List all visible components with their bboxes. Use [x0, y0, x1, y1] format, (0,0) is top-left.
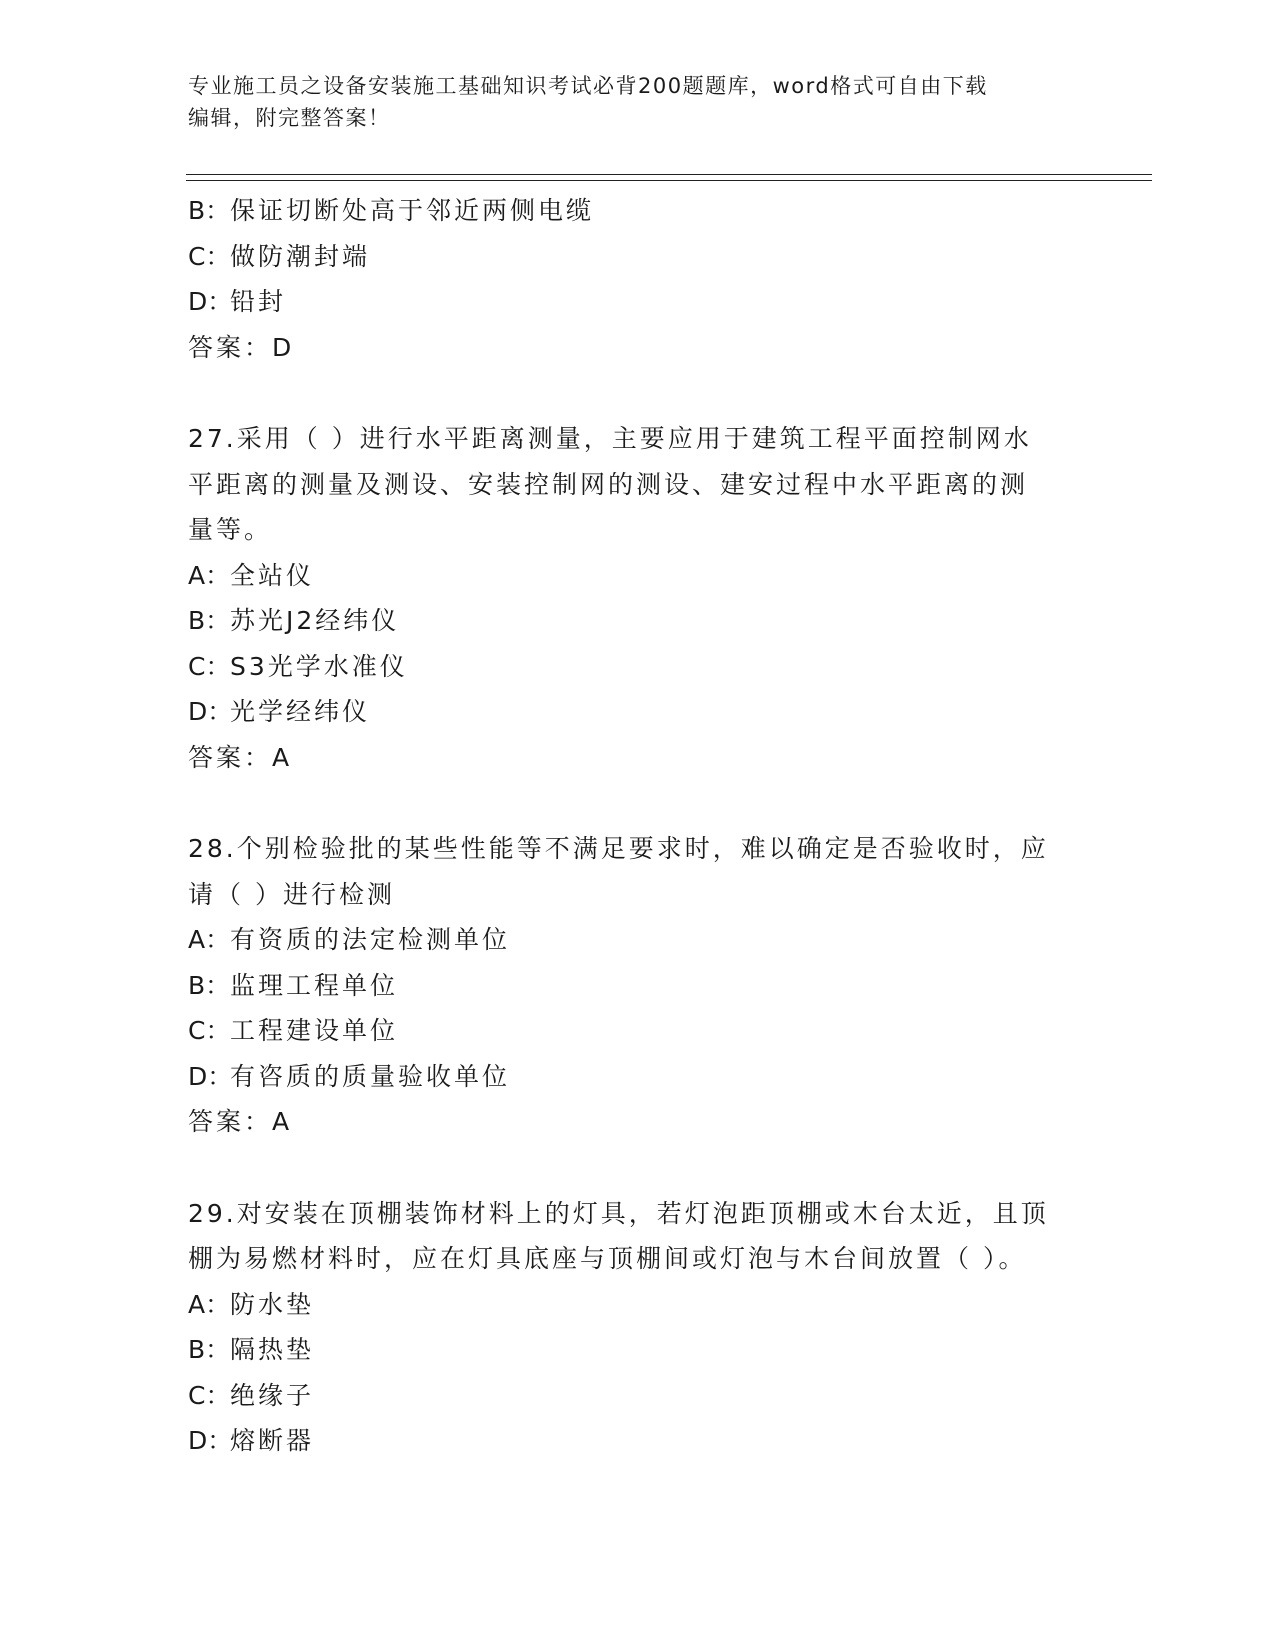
- answer: 答案：A: [188, 742, 293, 772]
- option-a: A：防水垫: [188, 1289, 315, 1319]
- header-line-1: 专业施工员之设备安装施工基础知识考试必背200题题库，word格式可自由下载: [188, 74, 988, 98]
- option-d: D：熔断器: [188, 1426, 315, 1455]
- spacer: [188, 780, 1088, 826]
- answer: 答案：D: [188, 332, 295, 362]
- document-header: [188, 70, 1088, 134]
- question-text-line: 27.采用（ ）进行水平距离测量，主要应用于建筑工程平面控制网水: [188, 424, 1032, 453]
- question-text-line: 29.对安装在顶棚装饰材料上的灯具，若灯泡距顶棚或木台太近，且顶: [188, 1198, 1049, 1228]
- option-c: C：做防潮封端: [188, 241, 371, 271]
- header-divider-top: [186, 174, 1152, 175]
- option-b: B：隔热垫: [188, 1335, 315, 1364]
- question-27: [188, 416, 1088, 780]
- option-c: C：S3光学水准仪: [188, 651, 408, 681]
- question-text-line: 请（ ）进行检测: [188, 879, 395, 909]
- option-b: B：保证切断处高于邻近两侧电缆: [188, 196, 595, 225]
- question-28: [188, 826, 1088, 1145]
- question-text-line: 量等。: [188, 515, 273, 544]
- question-26-tail: [188, 188, 1088, 370]
- option-d: D：光学经纬仪: [188, 697, 371, 726]
- question-text-line: 平距离的测量及测设、安装控制网的测设、建安过程中水平距离的测: [188, 469, 1029, 499]
- header-line-2: 编辑，附完整答案！: [188, 106, 391, 130]
- option-d: D：有咨质的质量验收单位: [188, 1061, 511, 1091]
- spacer: [188, 1145, 1088, 1191]
- option-c: C：工程建设单位: [188, 1016, 399, 1045]
- header-divider-bottom: [186, 180, 1152, 181]
- question-text-line: 棚为易燃材料时，应在灯具底座与顶棚间或灯泡与木台间放置（ ）。: [188, 1244, 1027, 1273]
- option-d: D：铅封: [188, 287, 287, 316]
- question-list: [188, 188, 1088, 1464]
- option-c: C：绝缘子: [188, 1380, 315, 1410]
- option-b: B：监理工程单位: [188, 970, 399, 1000]
- answer: 答案：A: [188, 1107, 293, 1136]
- question-text-line: 28.个别检验批的某些性能等不满足要求时，难以确定是否验收时，应: [188, 834, 1049, 863]
- option-a: A：全站仪: [188, 560, 315, 590]
- spacer: [188, 370, 1088, 416]
- option-a: A：有资质的法定检测单位: [188, 925, 511, 954]
- question-29: [188, 1191, 1088, 1464]
- option-b: B：苏光J2经纬仪: [188, 606, 400, 635]
